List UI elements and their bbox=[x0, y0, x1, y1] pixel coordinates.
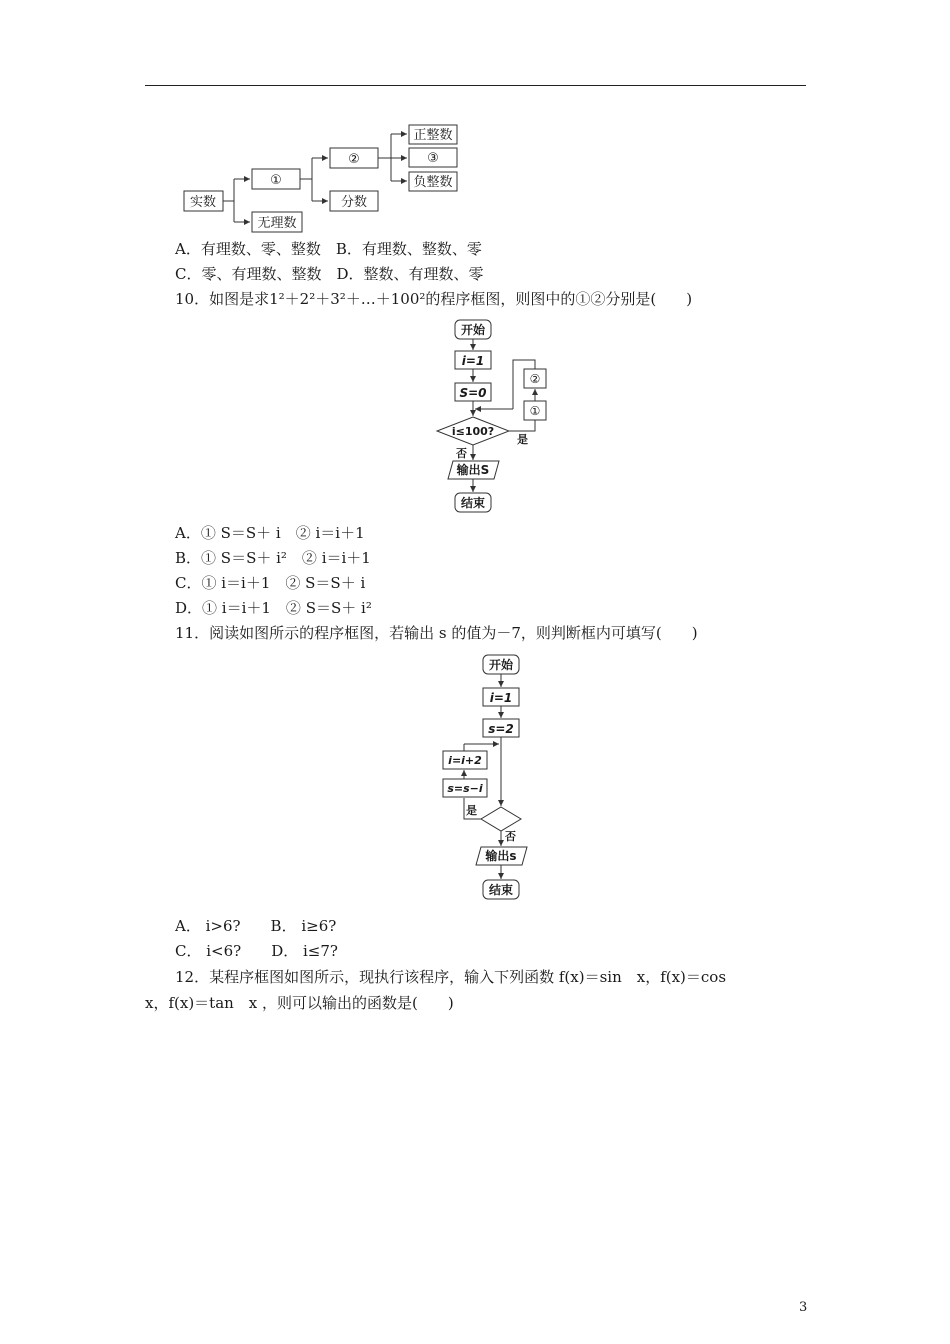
q10-blank-1-label: ① bbox=[529, 404, 541, 418]
blank-3-label: ③ bbox=[427, 151, 439, 166]
q10-condition-label: i≤100? bbox=[451, 425, 495, 438]
q10-no-label: 否 bbox=[456, 447, 467, 460]
q10-option-c: C．① i＝i＋1 ② S＝S＋ i bbox=[175, 574, 366, 592]
q10-init-s-label: S=0 bbox=[459, 386, 487, 400]
q11-init-s-label: s=2 bbox=[488, 722, 514, 736]
q11-start-label: 开始 bbox=[488, 658, 514, 672]
blank-1-label: ① bbox=[270, 173, 282, 188]
q12-stem-line-2: x，f(x)＝tan x ，则可以输出的函数是( ) bbox=[145, 994, 454, 1012]
q10-option-b: B．① S＝S＋ i² ② i＝i＋1 bbox=[175, 549, 371, 567]
q9-options-ab: A．有理数、零、整数 B．有理数、整数、零 bbox=[175, 240, 482, 258]
q11-condition-diamond bbox=[481, 807, 521, 831]
q11-init-i-label: i=1 bbox=[489, 691, 513, 705]
q9-options-cd: C．零、有理数、整数 D．整数、有理数、零 bbox=[175, 265, 484, 283]
q10-yes-label: 是 bbox=[517, 433, 528, 446]
q11-options-ab: A． i>6? B． i≥6? bbox=[175, 917, 337, 935]
q11-stem: 11．阅读如图所示的程序框图，若输出 s 的值为－7，则判断框内可填写( ) bbox=[175, 624, 698, 642]
q10-option-d: D．① i＝i＋1 ② S＝S＋ i² bbox=[175, 599, 372, 617]
fraction-label: 分数 bbox=[340, 195, 368, 210]
irrational-label: 无理数 bbox=[257, 216, 297, 231]
q10-start-label: 开始 bbox=[460, 323, 486, 337]
real-number-label: 实数 bbox=[189, 195, 217, 210]
negative-integer-label: 负整数 bbox=[413, 175, 453, 190]
q11-output-label: 输出s bbox=[485, 849, 517, 863]
blank-2-label: ② bbox=[348, 152, 360, 167]
positive-integer-label: 正整数 bbox=[413, 128, 453, 143]
q10-end-label: 结束 bbox=[460, 496, 486, 510]
q11-inc-label: i=i+2 bbox=[448, 754, 482, 767]
q11-sub-label: s=s−i bbox=[447, 782, 483, 795]
q11-end-label: 结束 bbox=[488, 883, 514, 897]
page-number: 3 bbox=[799, 1300, 808, 1315]
q10-output-label: 输出S bbox=[456, 463, 490, 477]
q11-yes-label: 是 bbox=[466, 804, 477, 817]
q10-blank-2-label: ② bbox=[529, 372, 541, 386]
q10-init-i-label: i=1 bbox=[461, 354, 485, 368]
q10-option-a: A．① S＝S＋ i ② i＝i＋1 bbox=[175, 524, 365, 542]
q11-no-label: 否 bbox=[505, 830, 516, 843]
q12-stem-line-1: 12．某程序框图如图所示，现执行该程序，输入下列函数 f(x)＝sin x，f(x)＝cos bbox=[175, 968, 727, 986]
q11-options-cd: C． i<6? D． i≤7? bbox=[175, 942, 338, 960]
q10-stem: 10．如图是求1²＋2²＋3²＋…＋100²的程序框图，则图中的①②分别是( ) bbox=[175, 290, 693, 308]
